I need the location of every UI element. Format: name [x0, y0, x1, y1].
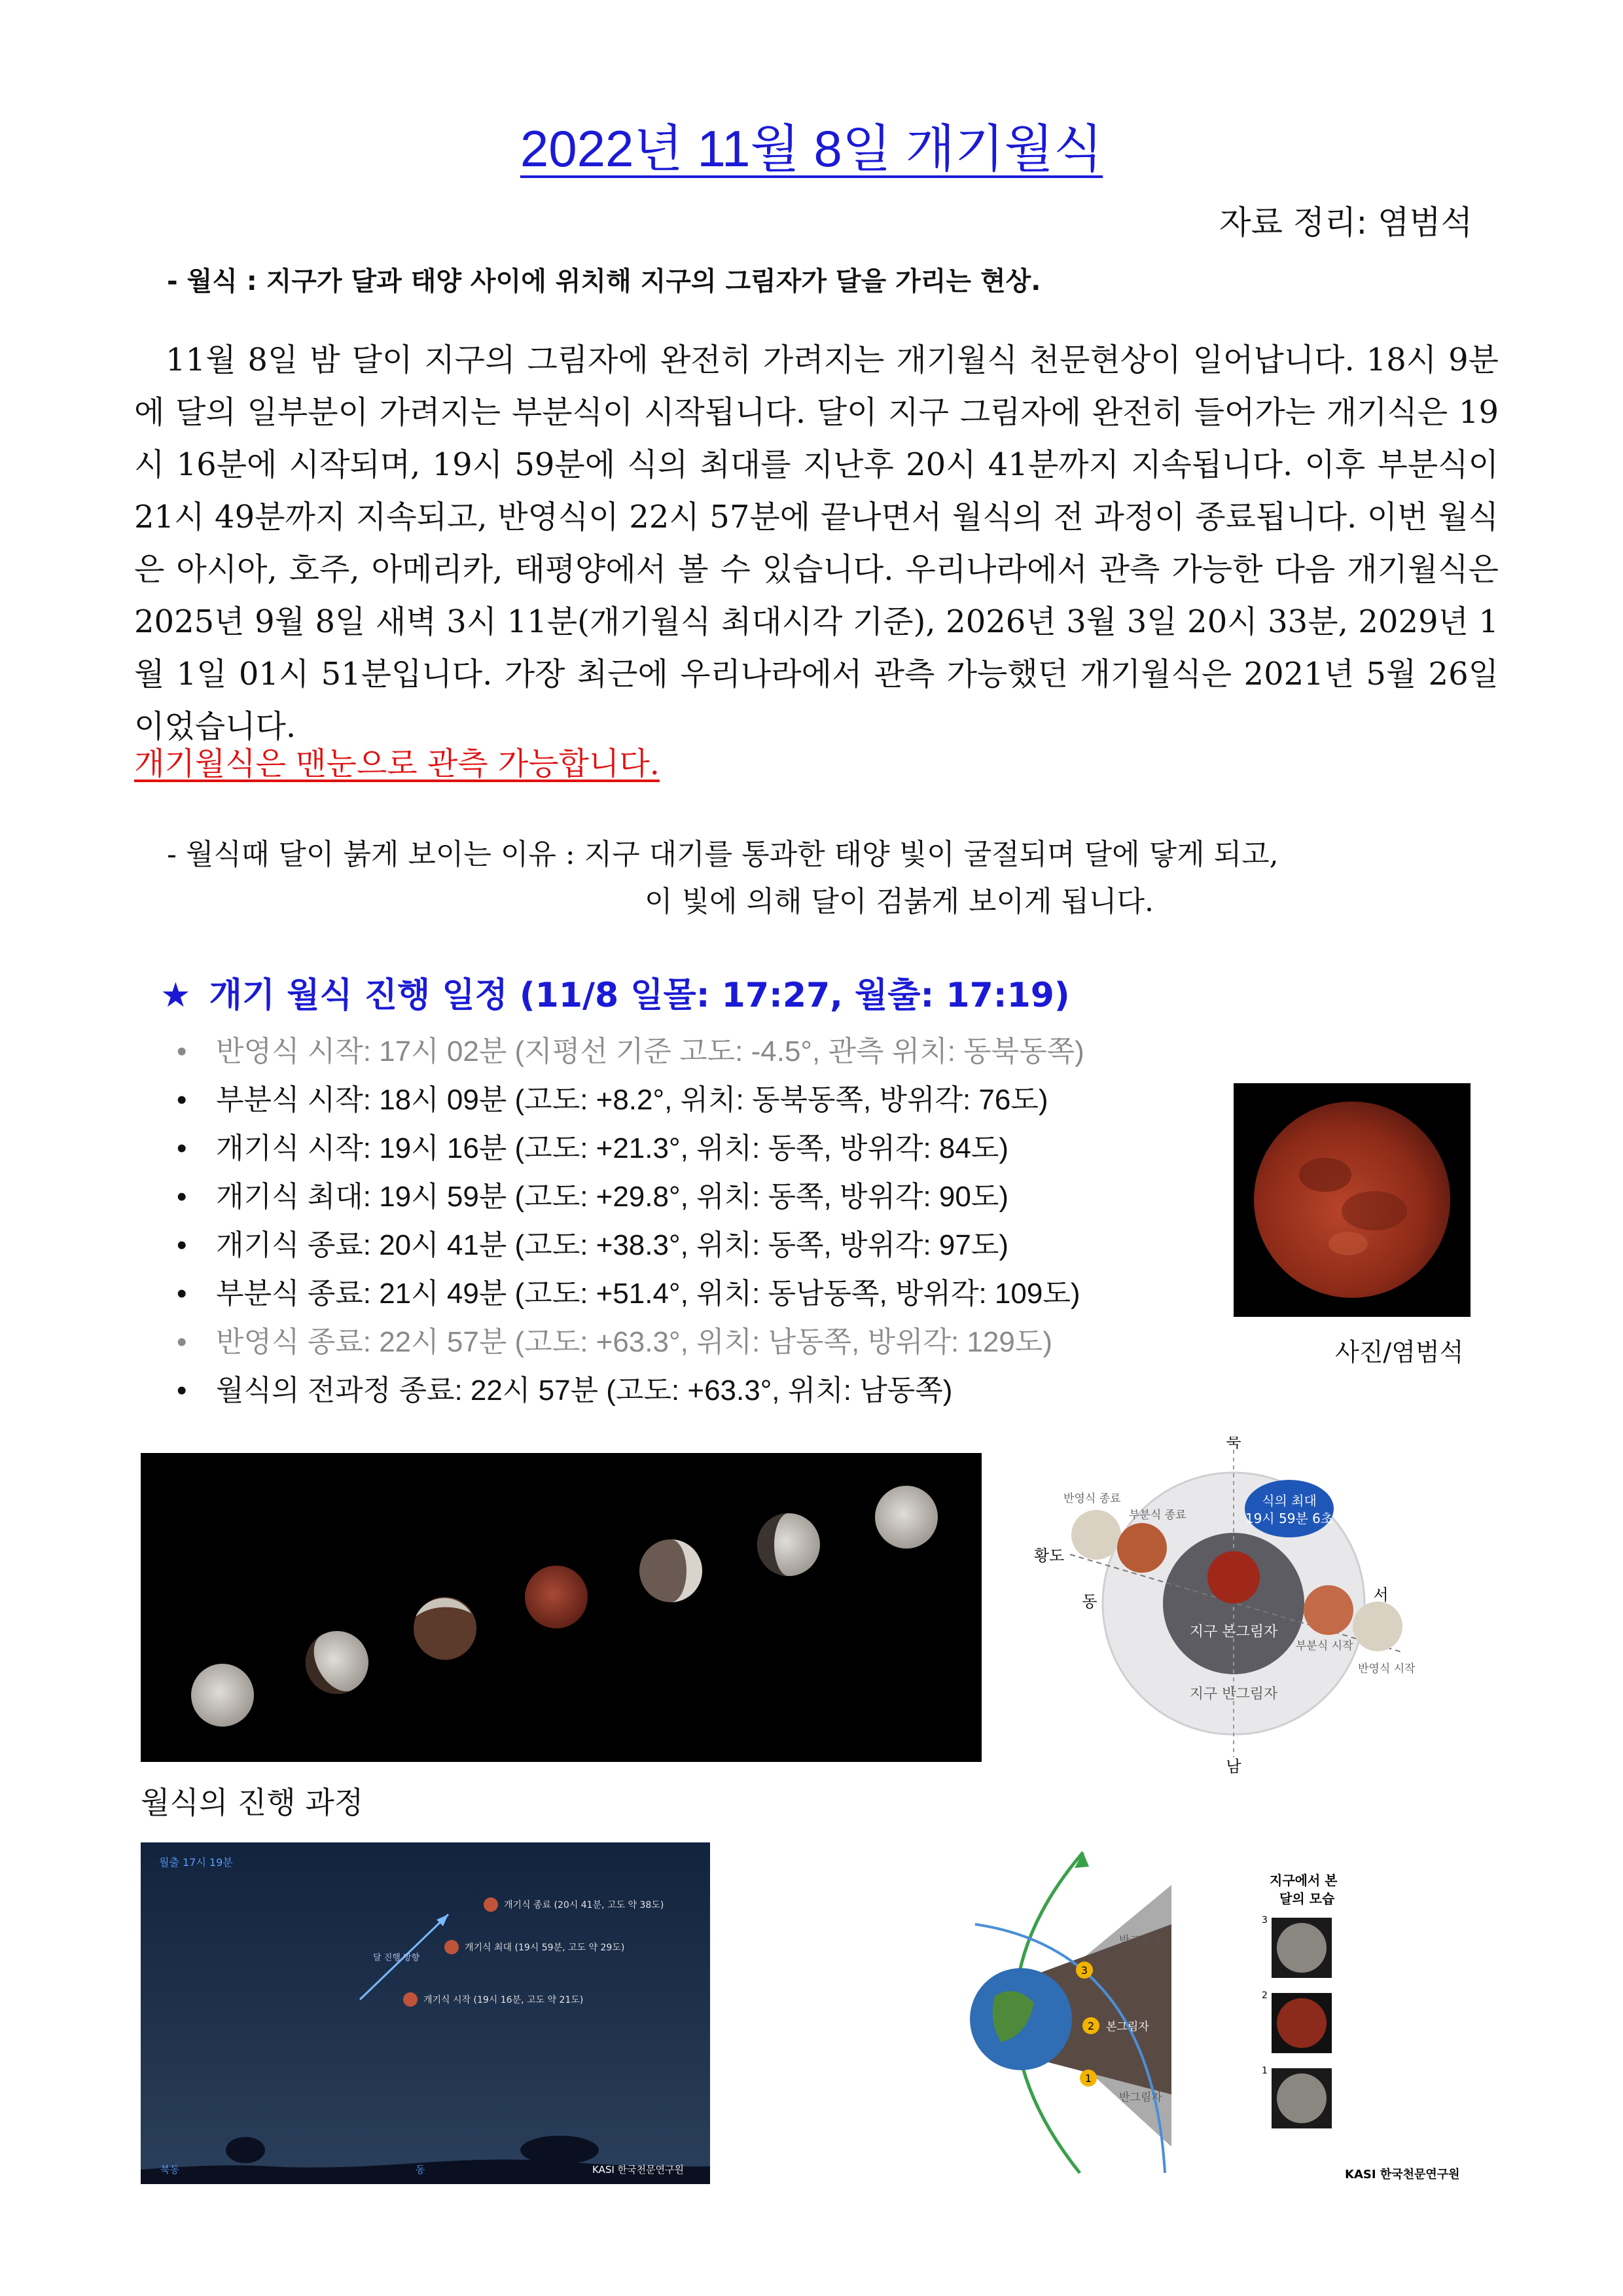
schedule-item [177, 1173, 1084, 1221]
partial-start-label: 부분식 시작 [1296, 1640, 1353, 1653]
star-icon: ★ [160, 976, 191, 1015]
photo-credit: 사진/염범석 [1335, 1338, 1464, 1367]
moon-penumbral-end [1071, 1510, 1121, 1560]
schedule-heading-text: 개기 월식 진행 일정 (11/8 일몰: 17:27, 월출: 17:19) [209, 976, 1070, 1015]
schedule-item-text: 월식의 전과정 종료: 22시 57분 (고도: +63.3°, 위치: 남동쪽) [216, 1374, 953, 1407]
max-time: 19시 59분 6초 [1245, 1511, 1334, 1526]
total-max-label: 개기식 최대 (19시 59분, 고도 약 29도) [465, 1943, 625, 1953]
kasi-logo-geo: KASI 한국천문연구원 [1345, 2168, 1460, 2181]
west-label: 서 [1373, 1586, 1389, 1604]
eclipse-sequence-image [141, 1453, 982, 1762]
penumbral-end-label: 반영식 종료 [1063, 1492, 1121, 1505]
eclipse-sequence-photo [141, 1453, 982, 1762]
intro-paragraph: 11월 8일 밤 달이 지구의 그림자에 완전히 가려지는 개기월식 천문현상이 일어납니다. 18시 9분에 달의 일부분이 가려지는 부분식이 시작됩니다. 달이 지구 그림자에 완전히 들어가는 개기식은 19시 16분에 시작되며, 19시 59분에 식의 최대를 지난후 20시 41분까지 지속됩니다. 이후 부분식이 21시 49분까지 지속되고, 반영식이 22시 57분에 끝나면서 월식의 전 과정이 종료됩니다. 이번 월식은 아시아, 호주, 아메리카, 태평양에서 볼 수 있습니다. 우리나라에서 관측 가능한 다음 개기월식은 2025년 9월 8일 새벽 3시 11분(개기월식 최대시각 기준), 2026년 3월 3일 20시 33분, 2029년 1월 1일 01시 51분입니다. 가장 최근에 우리나라에서 관측 가능했던 개기월식은 2021년 5월 26일이었습니다. [134, 342, 1499, 745]
schedule-item-text: 개기식 최대: 19시 59분 (고도: +29.8°, 위치: 동쪽, 방위각: 90도) [216, 1181, 1008, 1213]
moon-max [1207, 1551, 1260, 1604]
svg-text:2: 2 [1262, 1990, 1268, 2001]
blood-moon-image [1234, 1083, 1471, 1317]
sky-view-svg [141, 1842, 710, 2184]
moon-total-end [484, 1897, 498, 1912]
schedule-item-text: 개기식 시작: 19시 16분 (고도: +21.3°, 위치: 동쪽, 방위각: 84도) [216, 1132, 1008, 1164]
north-label: 북 [1226, 1437, 1241, 1451]
northeast-label: 북동 [160, 2164, 179, 2176]
svg-text:3: 3 [1080, 1964, 1088, 1977]
penumbra-bottom-label: 반그림자 [1119, 2091, 1162, 2104]
moon-total-start [403, 1992, 418, 2007]
svg-text:1: 1 [1084, 2072, 1092, 2085]
bullet-icon: • [177, 1278, 187, 1310]
geometry-diagram [903, 1846, 1479, 2186]
bullet-icon: • [177, 1326, 187, 1358]
bullet-icon: • [177, 1132, 187, 1164]
view-title-1: 지구에서 본 [1270, 1873, 1338, 1888]
direction-label: 달 진행 방향 [373, 1953, 420, 1963]
bullet-icon: • [177, 1035, 187, 1067]
red-reason-line1: - 월식때 달이 붉게 보이는 이유 : 지구 대기를 통과한 태양 빛이 굴절되며 달에 닿게 되고, [167, 838, 1279, 871]
schedule-item [177, 1221, 1084, 1270]
shadow-diagram-svg [1011, 1437, 1482, 1777]
naked-eye-note: 개기월식은 맨눈으로 관측 가능합니다. [134, 745, 660, 782]
bullet-icon: • [177, 1181, 187, 1213]
schedule-item [177, 1076, 1084, 1124]
moon-partial-start [1304, 1585, 1353, 1635]
eclipse-definition: - 월식 : 지구가 달과 태양 사이에 위치해 지구의 그림자가 달을 가리는 현상. [167, 266, 1041, 296]
red-moon-reason [167, 831, 1279, 925]
svg-text:2: 2 [1087, 2020, 1095, 2032]
schedule-list [177, 1028, 1084, 1415]
svg-text:1: 1 [1262, 2066, 1268, 2076]
penumbra-label: 지구 반그림자 [1189, 1686, 1278, 1702]
schedule-item-text: 반영식 시작: 17시 02분 (지평선 기준 고도: -4.5°, 관측 위치: 동북동쪽) [216, 1035, 1084, 1067]
bullet-icon: • [177, 1229, 187, 1261]
red-reason-line2: 이 빛에 의해 달이 검붉게 보이게 됩니다. [645, 885, 1154, 918]
author-credit: 자료 정리: 염범석 [1219, 204, 1472, 242]
shadow-diagram [1011, 1437, 1482, 1777]
bullet-icon: • [177, 1084, 187, 1116]
sky-view-diagram [141, 1842, 710, 2184]
umbra-label-geo: 본그림자 [1106, 2020, 1149, 2034]
schedule-item [177, 1028, 1084, 1076]
partial-end-label: 부분식 종료 [1129, 1509, 1186, 1522]
blood-moon-photo [1234, 1083, 1471, 1317]
view-title-2: 달의 모습 [1279, 1891, 1335, 1907]
schedule-item [177, 1124, 1084, 1173]
total-start-label: 개기식 시작 (19시 16분, 고도 약 21도) [423, 1995, 584, 2005]
sequence-caption: 월식의 진행 과정 [141, 1785, 364, 1820]
moonrise-label: 월출 17시 19분 [159, 1856, 233, 1869]
geometry-svg [903, 1846, 1479, 2186]
schedule-item [177, 1367, 1084, 1415]
moon-phase-7 [875, 1486, 938, 1549]
south-label: 남 [1226, 1757, 1241, 1776]
max-label: 식의 최대 [1262, 1493, 1317, 1509]
kasi-logo-sky: KASI 한국천문연구원 [592, 2164, 684, 2176]
schedule-item-text: 개기식 종료: 20시 41분 (고도: +38.3°, 위치: 동쪽, 방위각: 97도) [216, 1229, 1008, 1261]
moon-total-max [444, 1940, 459, 1954]
moon-phase-1 [191, 1664, 254, 1727]
schedule-item-text: 반영식 종료: 22시 57분 (고도: +63.3°, 위치: 남동쪽, 방위각: 129도) [216, 1326, 1052, 1358]
bullet-icon: • [177, 1374, 187, 1407]
east-label-sky: 동 [416, 2164, 425, 2176]
umbra-label: 지구 본그림자 [1189, 1624, 1278, 1640]
moon-phase-4 [525, 1566, 588, 1628]
schedule-item-text: 부분식 종료: 21시 49분 (고도: +51.4°, 위치: 동남동쪽, 방위각: 109도) [216, 1278, 1080, 1310]
svg-text:3: 3 [1262, 1915, 1268, 1926]
schedule-item [177, 1318, 1084, 1367]
total-end-label: 개기식 종료 (20시 41분, 고도 약 38도) [504, 1900, 664, 1910]
schedule-item [177, 1270, 1084, 1318]
moon-penumbral-start [1353, 1602, 1402, 1651]
penumbra-top-label: 반그림자 [1119, 1934, 1162, 1947]
schedule-item-text: 부분식 시작: 18시 09분 (고도: +8.2°, 위치: 동북동쪽, 방위각: 76도) [216, 1084, 1048, 1116]
east-label: 동 [1082, 1592, 1097, 1611]
ecliptic-label: 황도 [1034, 1547, 1065, 1565]
schedule-heading [160, 967, 1070, 1016]
penumbral-start-label: 반영식 시작 [1358, 1662, 1416, 1676]
page-title: 2022년 11월 8일 개기월식 [520, 120, 1103, 177]
moon-partial-end [1117, 1523, 1167, 1573]
